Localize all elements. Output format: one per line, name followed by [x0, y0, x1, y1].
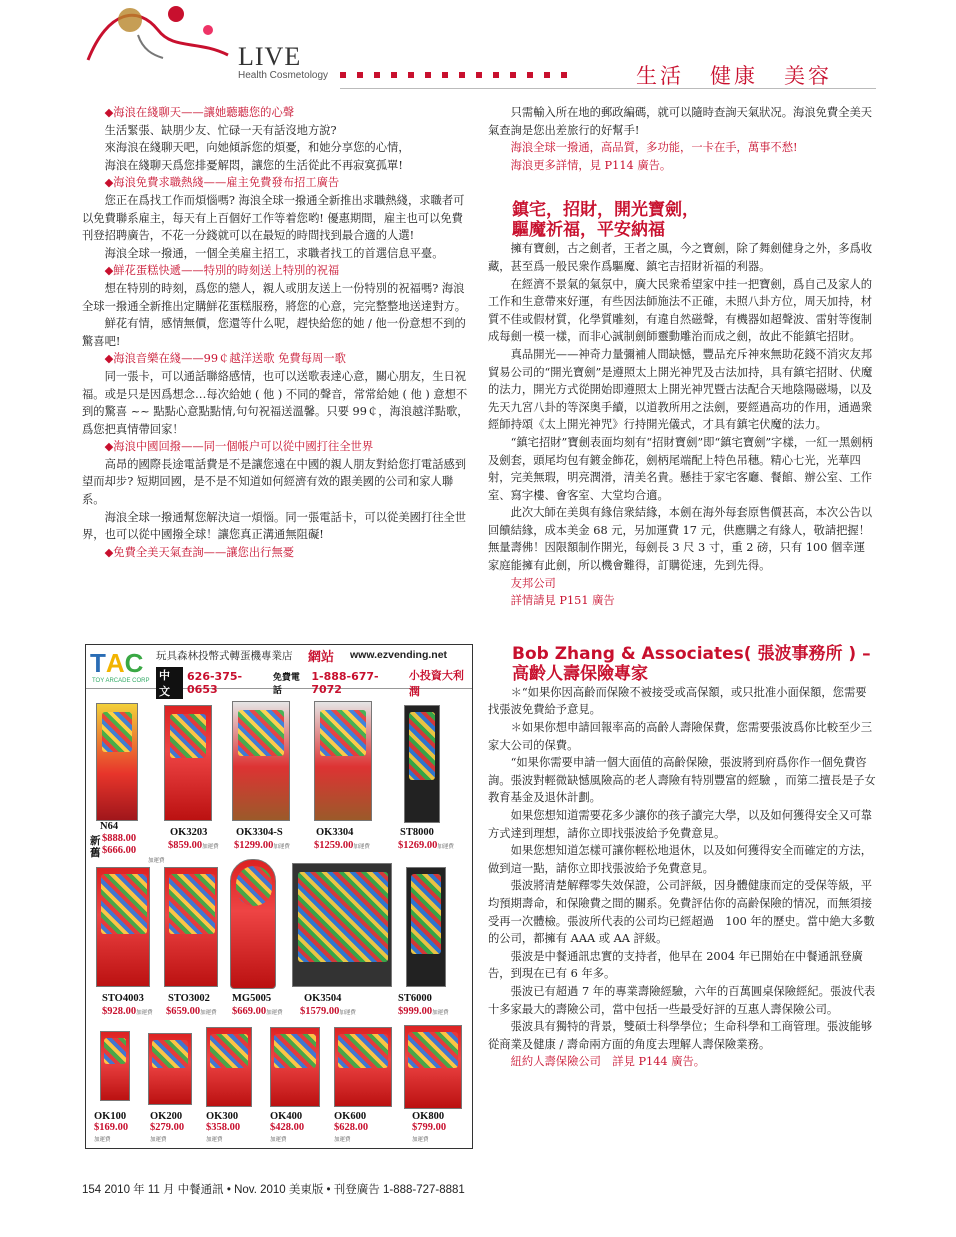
model-label: OK100: [94, 1111, 127, 1122]
paragraph: 張波是中餐通訊忠實的支持者，他早在 2004 年已開始在中餐通訊登廣告，到現在已有 6 年多。: [488, 949, 863, 981]
ad-header: [86, 645, 472, 698]
category-health: 健康: [710, 64, 758, 88]
model-label: OK400: [270, 1111, 303, 1122]
model-label: OK800: [412, 1111, 445, 1122]
ad-contact: [156, 667, 472, 699]
article-title: 高齡人壽保險專家: [512, 663, 648, 684]
shipping-note: 加運費: [94, 1137, 111, 1143]
price-label: $358.00: [206, 1122, 241, 1133]
paragraph: 想在特別的時刻，爲您的戀人，親人或朋友送上一份特別的祝福嗎? 海浪全球一撥通全新推出定購鮮花蛋糕服務，將您的心意，完完整整地送達對方。: [82, 281, 467, 313]
price-label: $859.00加運費: [168, 840, 219, 851]
category-life: 生活: [636, 64, 684, 88]
ad-free-label: 免費電話: [272, 673, 300, 696]
paragraph: 張波將清楚解釋零失效保證，公司評級，因身體健康而定的受保等級，平均預期壽命，和保險費之間的關系。免費評估你的高齡保險的情况，而無須接受再一次體檢。張波所代表的公司均已經超過 100 年的歷史。當中絶大多數的公司，都擁有 AAA 或 AA 評級。: [488, 879, 875, 946]
header-illustration: [78, 0, 236, 62]
article-title: 鎮宅，招財，開光寶劍，: [512, 200, 699, 221]
model-label: OK3203: [170, 827, 208, 838]
ad-url[interactable]: www.ezvending.net: [350, 649, 448, 661]
paragraph: “如果你需要申請一個大面值的高齡保險，張波將到府爲你作一個免費咨詢。張波對輕微缺憾風險高的老人壽險有特別豐富的經驗 ，而第二擅長是子女教育基金及退休計劃。: [488, 756, 876, 805]
paragraph: 高昂的國際長途電話費是不是讓您遠在中國的親人朋友對給您打電話感到望而却步? 短期回國，是不是不知道如何經濟有效的跟美國的公司和家人聯系。: [82, 457, 467, 507]
article-heading: ◆海浪免費求職熱綫——雇主免費發布招工廣告: [104, 176, 340, 190]
machine-image: [206, 1027, 252, 1107]
article-heading: ◆海浪在綫聊天——讓她聽聽您的心聲: [104, 106, 295, 119]
machine-image: [406, 867, 446, 987]
shipping-note: 加運費: [270, 1137, 287, 1143]
article-title: 驅魔祈福，平安納福: [512, 220, 665, 241]
price-label: $1269.00加運費: [398, 840, 454, 851]
model-label: OK600: [334, 1111, 367, 1122]
article-heading: ◆海浪中國回撥——同一個帳户可以從中國打往全世界: [104, 440, 374, 454]
article-heading: ◆鮮花蛋糕快遞——特別的時刻送上特別的祝福: [104, 264, 340, 278]
paragraph: 張波具有獨特的背景，雙碩士科學學位；生命科學和工商管理。張波能够從商業及健康 / 壽命兩方面的角度去理解人壽保險業務。: [488, 1020, 873, 1051]
paragraph: 只需輸入所在地的郵政編碼，就可以隨時查詢天氣狀况。海浪免費全美天氣查詢是您出差旅行的好幫手!: [488, 106, 873, 137]
model-label: OK200: [150, 1111, 183, 1122]
paragraph: 海浪全球一撥通幫您解決這一煩惱。同一張電話卡，可以從美國打往全世界，也可以從中國撥全球！讓您真正溝通無阻礙!: [82, 510, 467, 542]
paragraph: 鮮花有情，感情無價，您還等什么呢，趕快給您的她 / 他一份意想不到的驚喜吧!: [82, 317, 466, 348]
shipping-note: 加運費: [206, 1137, 223, 1143]
shipping-note: 加運費: [150, 1137, 167, 1143]
paragraph: 如果您想知道怎樣可讓你輕松地退休，以及如何獲得安全而確定的方法，做到這一點，請你立即找張波給予免費意見。: [488, 844, 873, 875]
paragraph: 此次大師在美與有緣信衆結緣，本劍在海外每套原售價甚高，本次公告以回饋結緣，成本美金 68 元，另加運費 17 元，供應購之有緣人，敬請把握！無量壽佛！因限額制作開光，每劍長 3 尺 3 寸，重 2 磅，只有 100 個幸運家庭能擁有此劍，所以機會難得，訂購從速，先到先得。: [488, 506, 873, 573]
paragraph: 張波已有超過 7 年的專業壽險經驗，六年的百萬圓桌保險經紀。張波代表十多家最大的壽險公司，當中包括一些最受好評的互惠人壽保險公司。: [488, 984, 876, 1016]
price-label: $1299.00加運費: [234, 840, 290, 851]
paragraph: ＊如果你想申請回報率高的高齡人壽險保費，您需要張波爲你比較至少三家大公司的保費。: [488, 721, 873, 752]
price-label: $999.00加運費: [398, 1006, 449, 1017]
model-label: OK300: [206, 1111, 239, 1122]
model-label: STO4003: [102, 993, 144, 1004]
paragraph: ＊“如果你因高齡而保險不被接受或高保額，或只批准小面保額，您需要找張波免費給予意見。: [488, 685, 867, 717]
model-label: STO3002: [168, 993, 210, 1004]
ad-site-label: 網站: [308, 650, 335, 665]
highlight-line: 友邦公司: [510, 576, 556, 590]
category-beauty: 美容: [784, 64, 832, 88]
model-label: OK3304: [316, 827, 354, 838]
paragraph: 同一張卡，可以通話聯絡感情，也可以送歌表達心意，關心朋友，生日祝福。或是只是因爲想念…每次給她 ( 他 ) 不同的聲音，常常給她 ( 他 ) 意想不到的驚喜 ~~ 點點心意點點情,句句祝福送溫馨。只要 99￠，海浪越洋點歌，爲您把真情帶回家！: [82, 369, 469, 436]
right-column: [488, 104, 876, 1071]
price-label: $1259.00加運費: [314, 840, 370, 851]
machine-image: [100, 1031, 130, 1101]
paragraph: 來海浪在綫聊天吧，向她傾訴您的煩憂，和她分享您的心情，: [104, 141, 410, 155]
price-label: $279.00: [150, 1122, 185, 1133]
shipping-note: 加運費: [148, 858, 165, 864]
highlight-line: 海浪全球一撥通，高品質，多功能，一卡在手，萬事不愁!: [510, 141, 798, 155]
paragraph: 生活緊張、缺朋少友、忙碌一天有話沒地方說?: [104, 123, 337, 137]
shipping-note: 加運費: [412, 1137, 429, 1143]
shipping-note: 加運費: [334, 1137, 351, 1143]
price-label: $799.00: [412, 1122, 447, 1133]
article-heading: ◆免費全美天氣查詢——讓您出行無憂: [104, 545, 295, 559]
machine-image: [96, 703, 138, 821]
paragraph: 真品開光——神奇力量彌補人間缺憾，豐品充斥神來無助花錢不消灾友邦貿易公司的“開光寶劍”是遵照太上開光神咒及古法加持，具有鎮宅招財、伏魔的法力，開光方式從開始即遵照太上開光神咒暨古法配合天地陰陽磁場，以及先天九宮八卦的等深奥手續，以道教所用之法劍，要經過高功的作用，通過衆經師持頌《太上開光神咒》行持開光儀式，才具有鎮宅伏魔的法力。: [488, 347, 873, 432]
header-dots: [340, 72, 567, 78]
price-label: $666.00: [102, 845, 137, 856]
price-label: $669.00加運費: [232, 1006, 283, 1017]
machine-image: [148, 1033, 192, 1105]
model-label: ST6000: [398, 993, 432, 1004]
paragraph: 擁有寶劍，古之劍者，王者之風，今之寶劍，除了舞劍健身之外，多爲收藏，甚至爲一般民衆作爲驅魔、鎮宅吉招財祈福的利器。: [488, 242, 873, 273]
highlight-line: 海浪更多詳情，見 P114 廣告。: [510, 158, 672, 172]
price-label: $928.00加運費: [102, 1006, 153, 1017]
paragraph: 海浪全球一撥通，一個全美雇主招工，求職者找工的首選信息平臺。: [104, 246, 444, 260]
model-label: OK3504: [304, 993, 342, 1004]
section-title: LIVE: [238, 42, 302, 71]
model-label: MG5005: [232, 993, 272, 1004]
left-column: [82, 104, 472, 561]
old-label: 舊: [90, 848, 101, 859]
tac-logo-sub: TOY ARCADE CORP: [92, 678, 150, 684]
article-heading: ◆海浪音樂在綫——99￠越洋送歌 免費每周一歌: [104, 352, 346, 366]
header-categories: [636, 60, 832, 90]
machine-image: [334, 1027, 392, 1107]
new-label: 新: [90, 836, 101, 847]
highlight-line: 詳情請見 P151 廣告: [510, 594, 615, 608]
paragraph: 您正在爲找工作而煩惱嗎? 海浪全球一撥通全新推出求職熱綫，求職者可以免費聯系雇主，每天有上百個好工作等着您哟! 優惠期間，雇主也可以免費刊登招聘廣告，不花一分錢就可以在最短的時間找到最合適的人選!: [82, 193, 465, 243]
tac-logo: T A C: [90, 648, 144, 678]
ad-store-name: 玩具森林投幣式轉蛋機專業店: [156, 650, 293, 662]
machine-image: [230, 859, 276, 989]
price-label: $1579.00加運費: [300, 1006, 356, 1017]
ad-phone: 626-375-0653: [187, 670, 243, 696]
ad-free-phone: 1-888-677-7072: [311, 670, 379, 696]
price-label: $659.00加運費: [166, 1006, 217, 1017]
machine-image: [96, 867, 150, 987]
paragraph: 海浪在綫聊天爲您排憂解悶，讓您的生活從此不再寂寞孤單!: [104, 158, 403, 172]
machine-image: [404, 1025, 462, 1109]
article-title: Bob Zhang & Associates( 張波事務所 ) –: [512, 643, 871, 664]
machine-image: [314, 701, 372, 821]
machine-image: [164, 867, 218, 987]
machine-image: [404, 705, 440, 823]
model-label: OK3304-S: [236, 827, 283, 838]
paragraph: 在經濟不景氣的氣氛中，廣大民衆希望家中挂一把寶劍，爲自己及家人的工作和生意帶來好運，有些因法師施法不正確，未照八卦方位，周天加持，材質不佳或假材質，化學質雕刻，有違自然磁聲，有機器如超聲波、雷射等復制成每劍一模一樣，而非心誠制劍師靈動雕治而成之劍，故此不能鎮宅招財。: [488, 277, 873, 344]
machine-image: [164, 705, 212, 821]
machine-image: [232, 701, 290, 821]
price-label: $628.00: [334, 1122, 369, 1133]
paragraph: “鎮宅招財”寶劍表面均刻有“招財寶劍”即“鎮宅寶劍”字樣，一紅一黑劍柄及劍套，頭尾均包有鍍金飾花，劍柄尾端配上特色吊穗。精心七光，光華四射，完美無瑕，明亮潤滑，清美名貴。懸挂于家宅客廳、餐館、辦公室、工作室、寫字樓、會客室、大堂均合適。: [488, 435, 873, 502]
model-label: ST8000: [400, 827, 434, 838]
page-footer: 154 2010 年 11 月 中餐通訊 • Nov. 2010 美東版 • 刊登廣告 1-888-727-8881: [82, 1184, 465, 1196]
model-label: N64: [100, 821, 119, 832]
price-label: $888.00: [102, 833, 137, 844]
ad-chinese-label: 中文: [156, 667, 183, 699]
paragraph: 如果您想知道需要花多少讓你的孩子讀完大學，以及如何獲得安全又可靠方式達到理想，請你立即找張波給予免費意見。: [488, 809, 873, 840]
vending-machine-ad: [85, 644, 473, 1149]
price-label: $428.00: [270, 1122, 305, 1133]
machine-image: [292, 863, 392, 987]
machine-image: [270, 1027, 320, 1107]
price-label: $169.00: [94, 1122, 129, 1133]
ad-slogan: 小投資大利潤: [408, 669, 464, 698]
highlight-line: 紐約人壽保險公司 詳見 P144 廣告。: [510, 1055, 706, 1069]
section-subtitle: Health Cosmetology: [238, 70, 329, 81]
